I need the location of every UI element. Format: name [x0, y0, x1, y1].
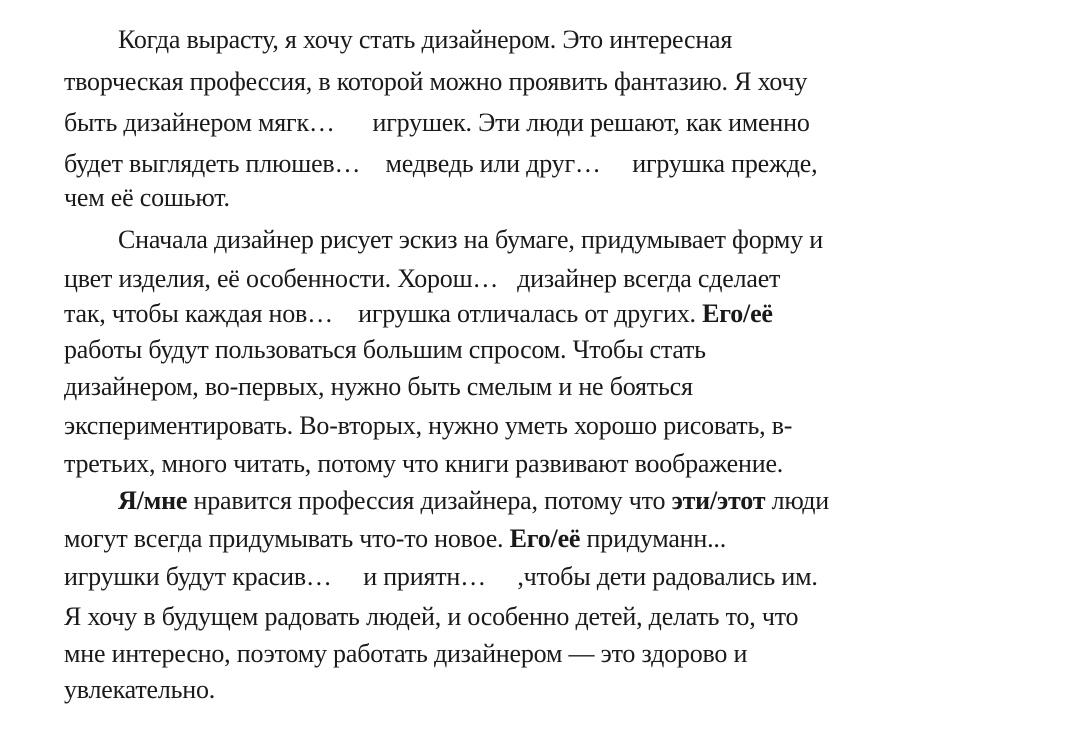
choice-his-her-2: Его/её: [509, 524, 581, 553]
paragraph-2-line-7: третьих, много читать, потому что книги развивают воображение.: [64, 449, 784, 478]
choice-i-me: Я/мне: [118, 486, 188, 515]
paragraph-3-line-1-text-b: люди: [765, 486, 830, 515]
paragraph-3-line-1-text-a: нравится профессия дизайнера, потому что: [187, 486, 672, 515]
paragraph-3-line-2-text-b: придуманн...: [580, 524, 727, 553]
paragraph-1-line-5: чем её сошьют.: [64, 183, 230, 212]
paragraph-2-line-6: экспериментировать. Во-вторых, нужно уметь хорошо рисовать, в-: [64, 411, 793, 440]
paragraph-1-line-2: творческая профессия, в которой можно проявить фантазию. Я хочу: [64, 67, 808, 96]
paragraph-3-line-4: Я хочу в будущем радовать людей, и особенно детей, делать то, что: [64, 602, 799, 631]
choice-his-her-1: Его/её: [702, 299, 773, 328]
paragraph-3-line-1: [118, 486, 829, 516]
paragraph-3-line-3: игрушки будут красив… и приятн… ,чтобы дети радовались им.: [64, 562, 818, 591]
paragraph-1-line-3: быть дизайнером мягк… игрушек. Эти люди решают, как именно: [64, 108, 810, 137]
paragraph-3-line-2: [64, 524, 726, 554]
paragraph-2-line-1: Сначала дизайнер рисует эскиз на бумаге, придумывает форму и: [118, 225, 823, 254]
paragraph-3-line-2-text-a: могут всегда придумывать что-то новое.: [64, 524, 510, 553]
choice-these-this: эти/этот: [671, 486, 766, 515]
paragraph-3-line-6: увлекательно.: [64, 675, 216, 704]
paragraph-1-line-4: будет выглядеть плюшев… медведь или друг… игрушка прежде,: [64, 149, 818, 178]
paragraph-2-line-5: дизайнером, во-первых, нужно быть смелым и не бояться: [64, 372, 693, 401]
paragraph-2-line-3: [64, 299, 773, 329]
paragraph-2-line-2: цвет изделия, её особенности. Хорош… дизайнер всегда сделает: [64, 264, 781, 293]
paragraph-2-line-4: работы будут пользоваться большим спросом. Чтобы стать: [64, 335, 706, 364]
paragraph-3-line-5: мне интересно, поэтому работать дизайнером — это здорово и: [64, 639, 748, 668]
paragraph-2-line-3-text: так, чтобы каждая нов… игрушка отличалась от других.: [64, 299, 703, 328]
paragraph-1-line-1: Когда вырасту, я хочу стать дизайнером. Это интересная: [118, 25, 733, 54]
